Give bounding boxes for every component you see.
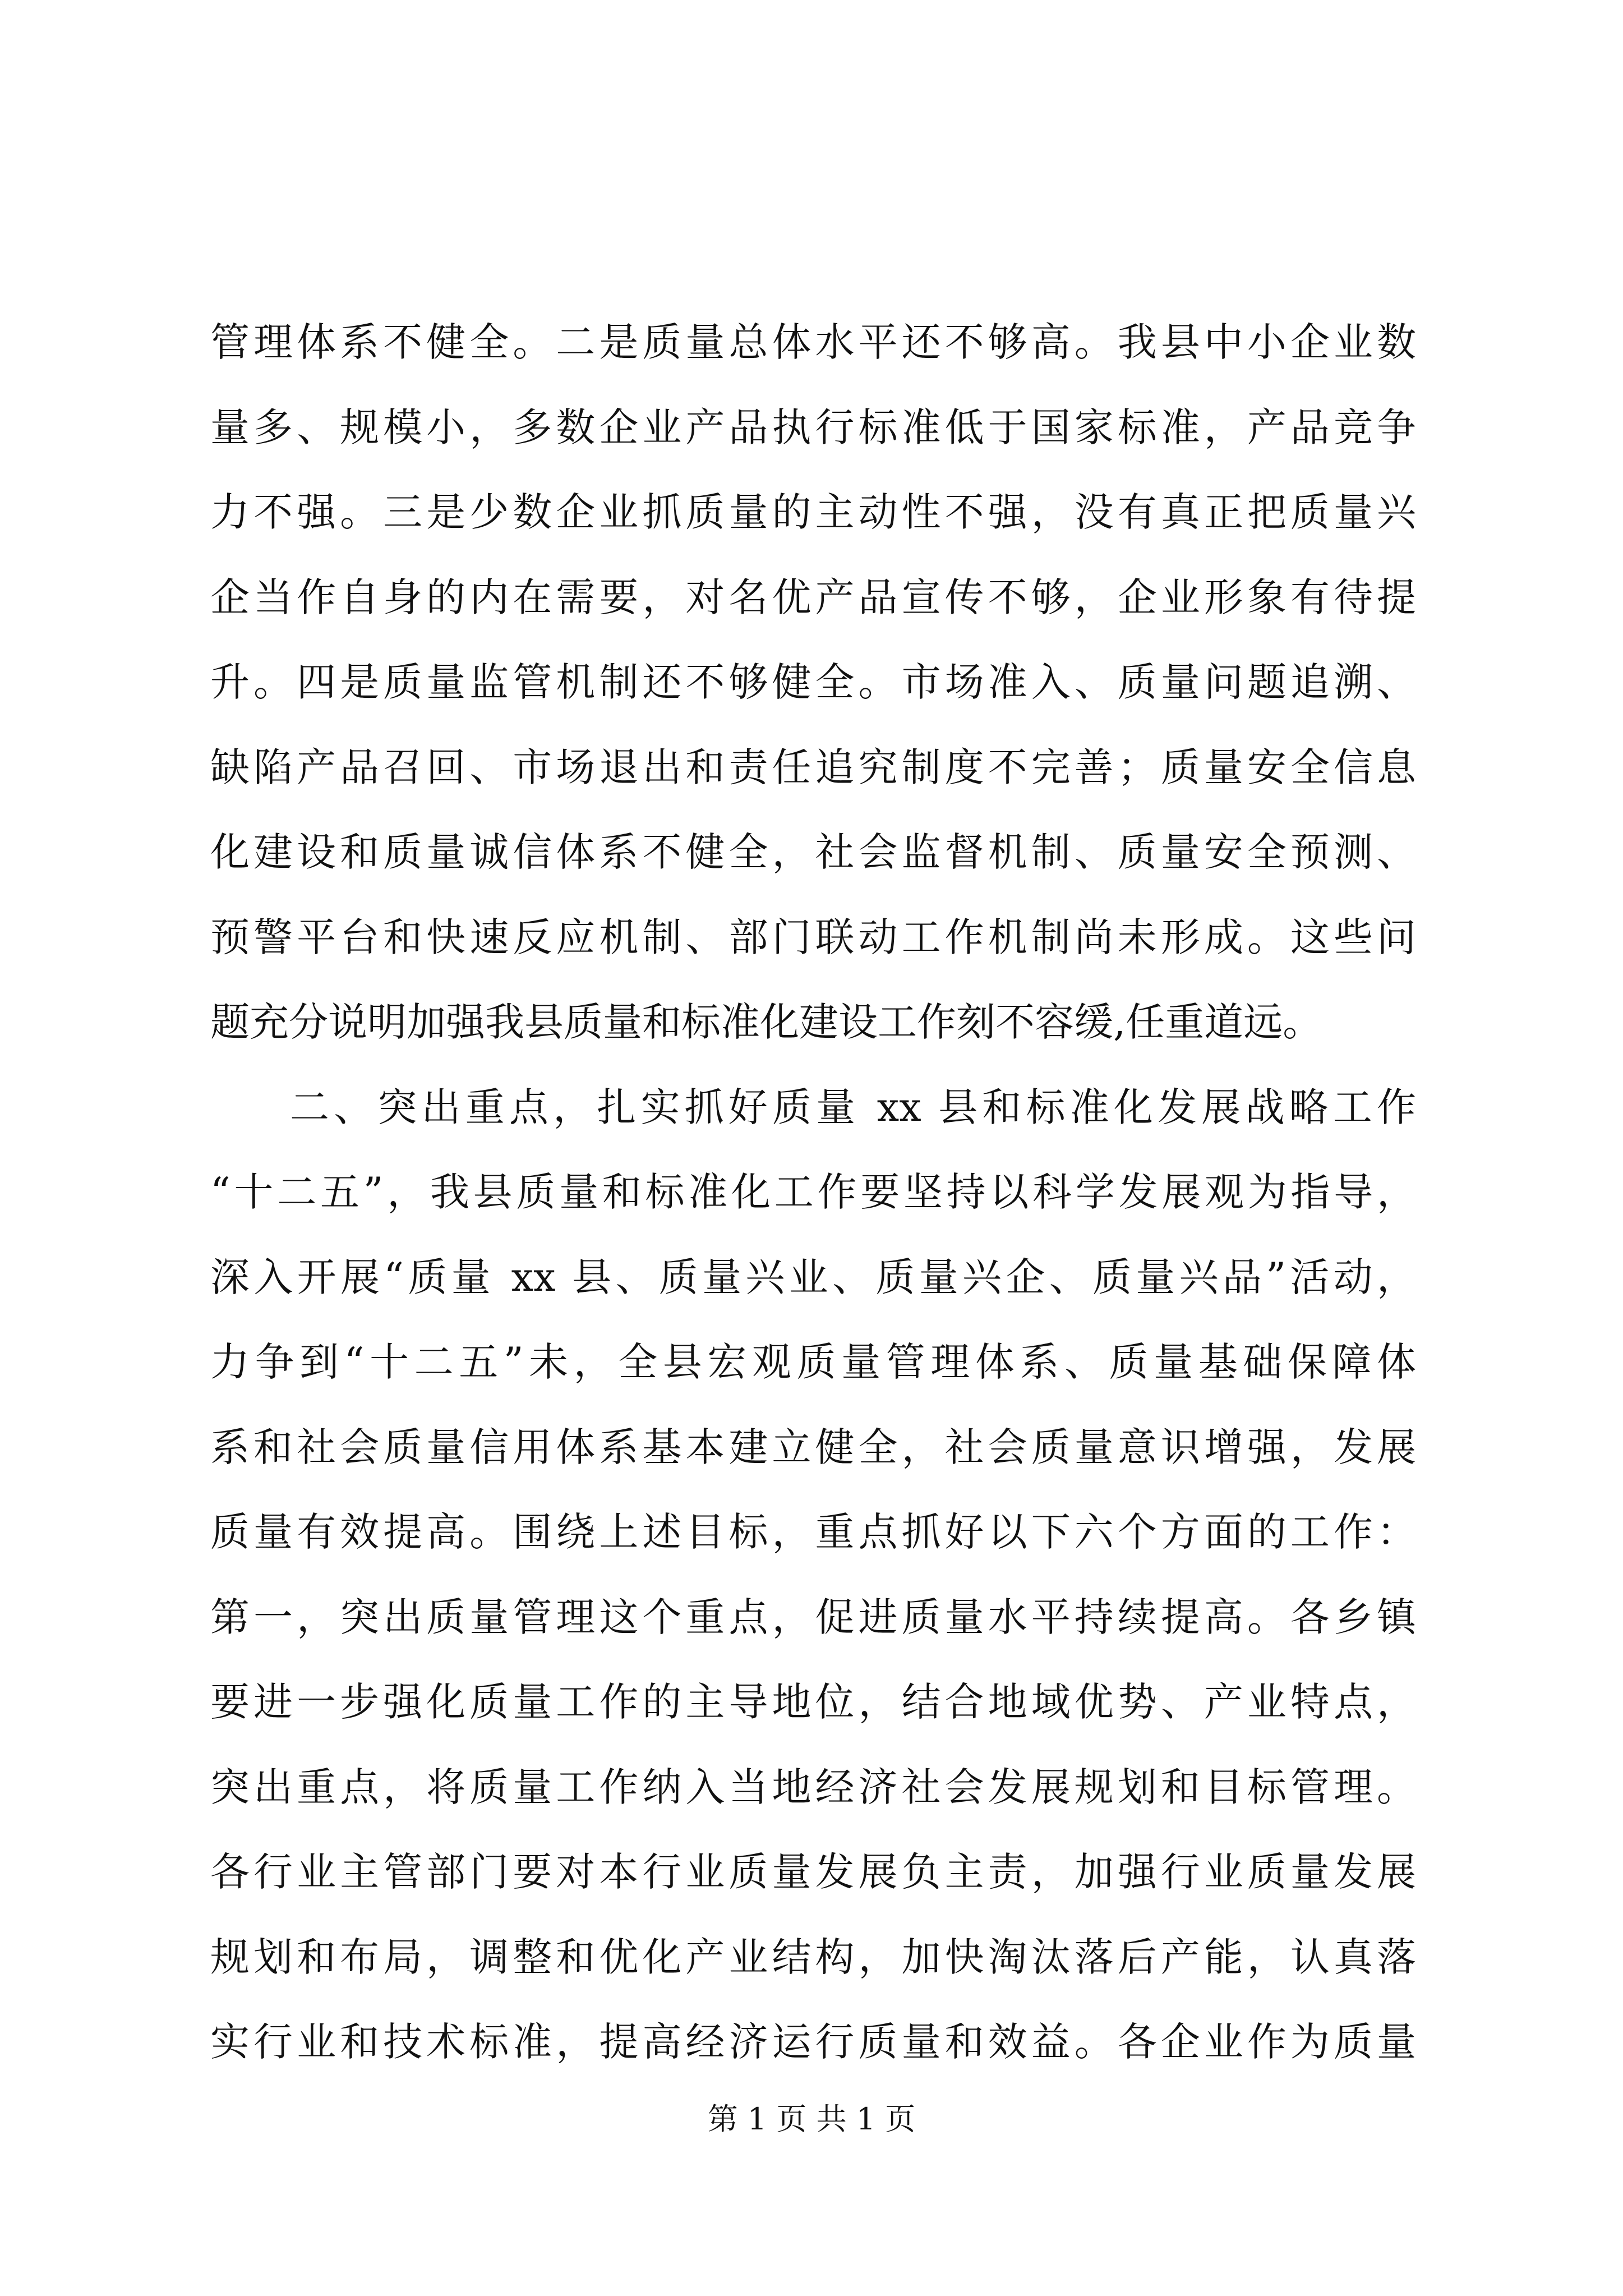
text-line: 深入开展“质量 xx 县、质量兴业、质量兴企、质量兴品”活动， [210, 1254, 1416, 1300]
text-line: 各行业主管部门要对本行业质量发展负主责，加强行业质量发展 [210, 1849, 1416, 1895]
text-line: 系和社会质量信用体系基本建立健全，社会质量意识增强，发展 [210, 1424, 1416, 1470]
text-line: 缺陷产品召回、市场退出和责任追究制度不完善；质量安全信息 [210, 744, 1416, 790]
text-line: 力不强。三是少数企业抓质量的主动性不强，没有真正把质量兴 [210, 489, 1416, 535]
text-line: 实行业和技术标准，提高经济运行质量和效益。各企业作为质量 [210, 2019, 1416, 2065]
text-line: 规划和布局，调整和优化产业结构，加快淘汰落后产能，认真落 [210, 1934, 1416, 1980]
text-line: 要进一步强化质量工作的主导地位，结合地域优势、产业特点， [210, 1679, 1416, 1725]
text-line: 升。四是质量监管机制还不够健全。市场准入、质量问题追溯、 [210, 659, 1416, 705]
body-text [210, 300, 1416, 2085]
section-heading: 二、突出重点，扎实抓好质量 xx 县和标准化发展战略工作 [290, 1084, 1416, 1130]
text-line: “十二五”，我县质量和标准化工作要坚持以科学发展观为指导， [210, 1169, 1416, 1215]
text-line: 预警平台和快速反应机制、部门联动工作机制尚未形成。这些问 [210, 914, 1416, 960]
text-line: 第一，突出质量管理这个重点，促进质量水平持续提高。各乡镇 [210, 1594, 1416, 1640]
text-line: 质量有效提高。围绕上述目标，重点抓好以下六个方面的工作： [210, 1509, 1416, 1555]
text-line: 突出重点，将质量工作纳入当地经济社会发展规划和目标管理。 [210, 1764, 1416, 1810]
page-number-footer: 第 1 页 共 1 页 [707, 2101, 916, 2137]
text-line: 企当作自身的内在需要，对名优产品宣传不够，企业形象有待提 [210, 574, 1416, 620]
text-line: 量多、规模小，多数企业产品执行标准低于国家标准，产品竞争 [210, 404, 1416, 450]
text-line: 题充分说明加强我县质量和标准化建设工作刻不容缓,任重道远。 [210, 999, 1322, 1045]
text-line: 化建设和质量诚信体系不健全，社会监督机制、质量安全预测、 [210, 829, 1416, 875]
text-line: 管理体系不健全。二是质量总体水平还不够高。我县中小企业数 [210, 319, 1416, 365]
text-line: 力争到“十二五”未，全县宏观质量管理体系、质量基础保障体 [210, 1339, 1416, 1385]
